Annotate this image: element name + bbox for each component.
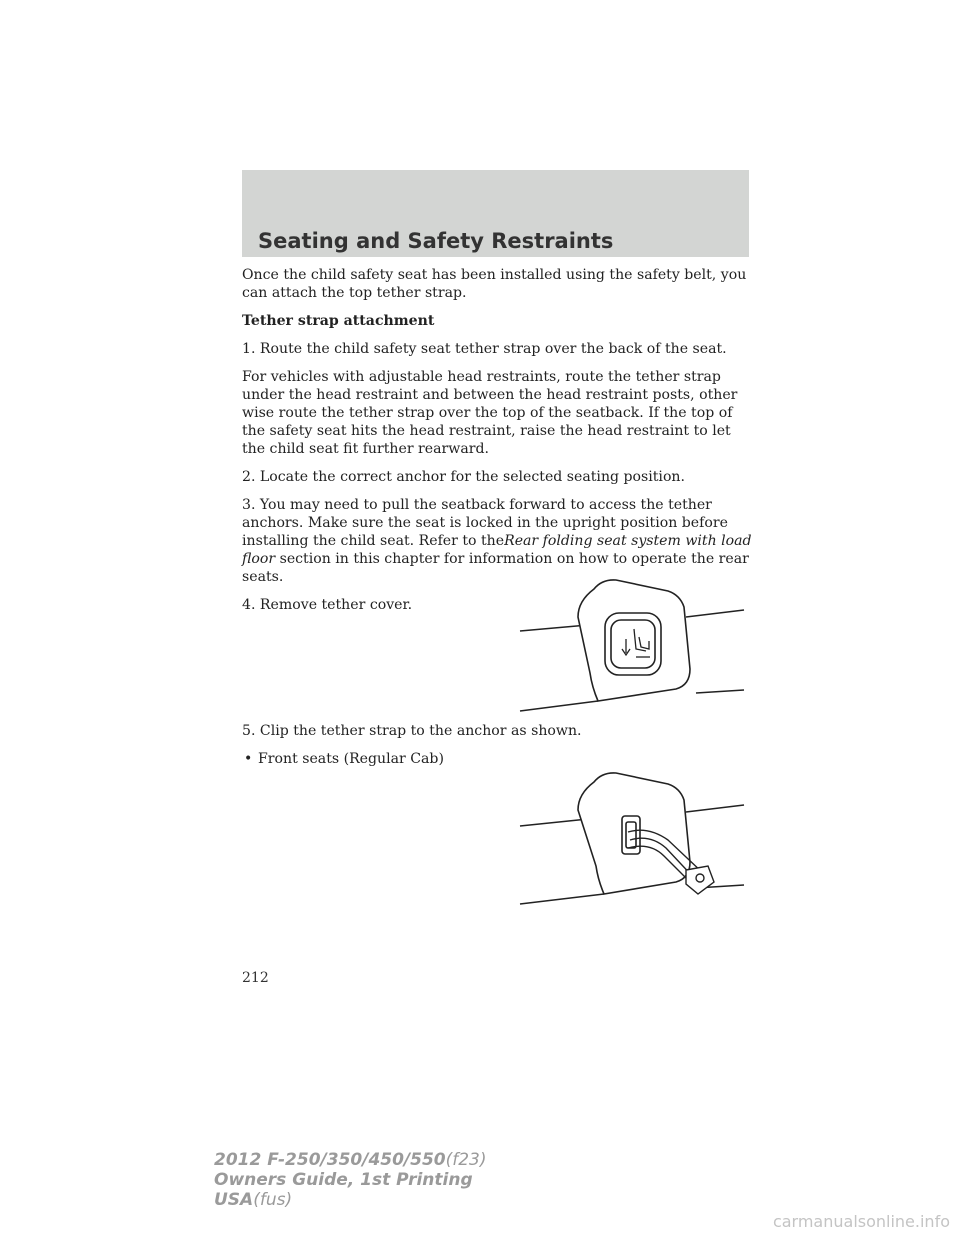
step-1-detail: For vehicles with adjustable head restraints, route the tether strap under the head restraint and between the head restraint posts, other wise route the tether strap over the top of the seatback. If the top of the safety seat hits the head restraint, raise the head restraint to let the child seat fit further rearward.	[242, 369, 738, 457]
footer-line-3	[214, 1190, 487, 1210]
footer-region-code: (fus)	[253, 1190, 293, 1210]
footer-line-2: Owners Guide, 1st Printing	[214, 1170, 473, 1190]
step-5: 5. Clip the tether strap to the anchor as shown.	[242, 723, 582, 739]
step-1: 1. Route the child safety seat tether strap over the back of the seat.	[242, 341, 727, 357]
print-footer	[214, 1150, 487, 1210]
step-3	[242, 496, 757, 586]
step-3-reference: Rear folding seat system with load floor	[242, 533, 752, 567]
tether-cover-icon	[518, 577, 746, 713]
bullet-front-seats-label: Front seats (Regular Cab)	[258, 751, 444, 767]
page-number: 212	[242, 970, 269, 986]
step-3-text: 3. You may need to pull the seatback forward to access the tether anchors. Make sure the seat is locked in the upright position before installing the child seat. Refer to the	[242, 497, 728, 549]
step-4: 4. Remove tether cover.	[242, 597, 413, 613]
step-2: 2. Locate the correct anchor for the selected seating position.	[242, 469, 685, 485]
footer-model-code: (f23)	[445, 1150, 487, 1170]
section-title: Seating and Safety Restraints	[258, 229, 614, 253]
bullet-front-seats: • Front seats (Regular Cab)	[244, 751, 444, 767]
subheading: Tether strap attachment	[242, 313, 435, 329]
step-3-text-after: section in this chapter for information on how to operate the rear seats.	[242, 551, 749, 585]
tether-clip-icon	[518, 770, 746, 906]
footer-region: USA	[214, 1190, 254, 1210]
footer-line-1	[214, 1150, 487, 1170]
intro-paragraph: Once the child safety seat has been installed using the safety belt, you can attach the top tether strap.	[242, 267, 747, 301]
footer-model: 2012 F-250/350/450/550	[214, 1150, 446, 1170]
watermark: carmanualsonline.info	[772, 1212, 950, 1231]
